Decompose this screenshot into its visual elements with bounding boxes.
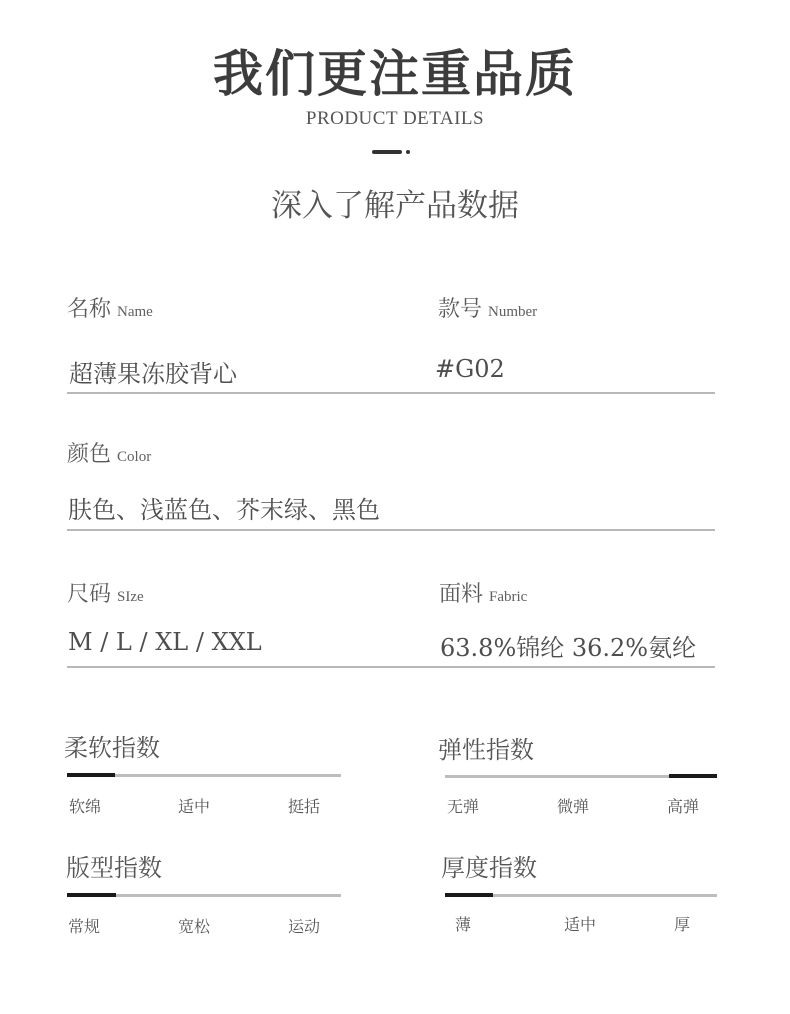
thickness-title: 厚度指数 — [441, 854, 537, 882]
softness-scale-low: 软绵 — [69, 797, 102, 816]
color-value: 肤色、浅蓝色、芥末绿、黑色 — [68, 496, 380, 524]
softness-title: 柔软指数 — [64, 734, 160, 762]
color-label-en: Color — [117, 449, 152, 465]
elasticity-title: 弹性指数 — [438, 736, 534, 764]
fit-bar-fill — [67, 893, 116, 897]
thickness-scale-low: 薄 — [455, 915, 472, 934]
number-label-en: Number — [488, 304, 538, 320]
fit-scale-mid: 宽松 — [178, 917, 211, 936]
fit-scale-low: 常规 — [68, 917, 101, 936]
thickness-bar — [445, 894, 717, 897]
fit-title: 版型指数 — [66, 854, 162, 882]
title-divider-dot — [406, 150, 410, 154]
fit-scale-high: 运动 — [288, 917, 321, 936]
number-label — [438, 292, 537, 323]
page-subtitle: PRODUCT DETAILS — [305, 108, 485, 129]
name-number-rule — [67, 392, 715, 394]
name-label — [67, 292, 153, 323]
elasticity-bar — [445, 775, 717, 778]
size-value: M / L / XL / XXL — [68, 628, 262, 656]
section-title: 深入了解产品数据 — [271, 188, 519, 224]
thickness-scale-mid: 适中 — [564, 915, 597, 934]
softness-scale-mid: 适中 — [178, 797, 211, 816]
thickness-scale-high: 厚 — [674, 915, 691, 934]
size-label — [67, 577, 144, 608]
fabric-value: 63.8%锦纶 36.2%氨纶 — [440, 634, 697, 662]
page-title: 我们更注重品质 — [213, 45, 577, 103]
name-value: 超薄果冻胶背心 — [69, 360, 237, 388]
color-label — [67, 437, 151, 468]
elasticity-scale-high: 高弹 — [667, 797, 700, 816]
fabric-label-en: Fabric — [489, 589, 528, 605]
number-label-zh: 款号 — [438, 297, 483, 322]
thickness-bar-fill — [445, 893, 493, 897]
fabric-label — [439, 577, 527, 608]
title-divider — [372, 150, 402, 154]
size-fabric-rule — [67, 666, 715, 668]
fabric-label-zh: 面料 — [439, 582, 484, 607]
color-rule — [67, 529, 715, 531]
softness-bar — [67, 774, 341, 777]
softness-bar-fill — [67, 773, 115, 777]
softness-scale-high: 挺括 — [288, 797, 321, 816]
number-value: #G02 — [435, 355, 505, 383]
elasticity-bar-fill — [669, 774, 717, 778]
size-label-en: SIze — [117, 589, 144, 605]
color-label-zh: 颜色 — [67, 442, 112, 467]
elasticity-scale-mid: 微弹 — [557, 797, 590, 816]
elasticity-scale-low: 无弹 — [447, 797, 480, 816]
size-label-zh: 尺码 — [67, 582, 112, 607]
fit-bar — [67, 894, 341, 897]
name-label-en: Name — [117, 304, 153, 320]
name-label-zh: 名称 — [67, 297, 112, 322]
